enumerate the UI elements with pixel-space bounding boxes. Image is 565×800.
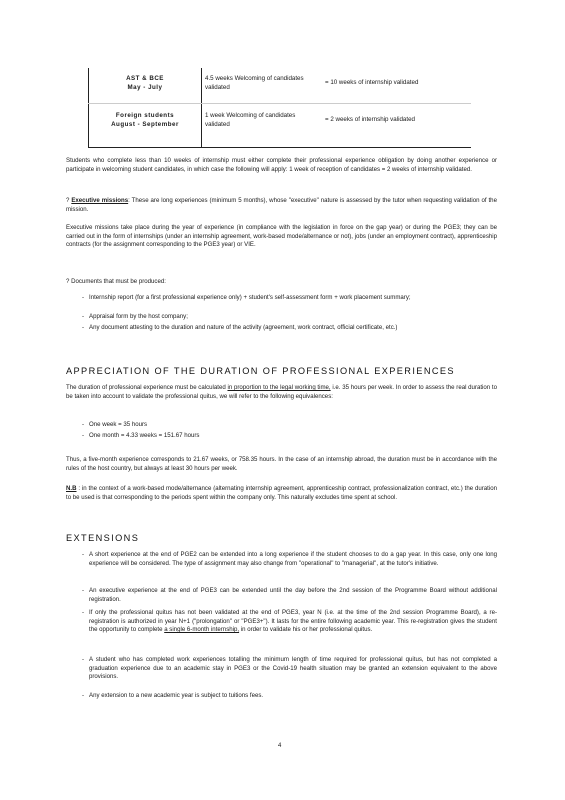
- list-item: - If only the professional quitus has not been validated at the end of PGE3, year N (i.e. at the time of the 2nd session Programme Board), a re-registration is authorized in year N+1 ("prolongation" or "PGE3+"). It lasts for the entire following academic year. This re-registration gives the student the opportunity to complete a single 6-month internship, in order to validate his or her professional quitus.: [82, 609, 497, 634]
- documents-heading: ? Documents that must be produced:: [66, 278, 166, 285]
- table-bottom-border: [88, 147, 471, 148]
- table-row-1-label: AST & BCE May - July: [126, 75, 164, 91]
- dash-bullet-icon: -: [82, 587, 85, 594]
- dash-bullet-icon: -: [82, 294, 85, 301]
- table-row-1-result: = 10 weeks of internship validated: [325, 79, 419, 86]
- table-row-2-result: = 2 weeks of internship validated: [325, 116, 415, 123]
- dash-bullet-icon: -: [82, 324, 85, 331]
- executive-missions-text: : These are long experiences (minimum 5 months), whose "executive" nature is assessed by the tutor when requesting validation of the mission.: [66, 197, 497, 213]
- paragraph-executive-missions: Executive missions take place during the year of experience (in compliance with the legislation in force on the gap year) or during the PGE3; they can be carried out in the form of internships (under an internship agreement, work-based mode/alternance or not), jobs (under an employment contract), apprenticeship contracts (for the assignment corresponding to the PGE3 year) or VIE.: [66, 224, 497, 249]
- table-column-divider: [201, 68, 202, 148]
- dash-bullet-icon: -: [82, 656, 85, 663]
- dash-bullet-icon: -: [82, 692, 85, 699]
- question-mark-bullet-icon: ?: [66, 278, 70, 285]
- list-item: - A student who has completed work experiences totalling the minimum length of time required for professional quitus, but has not completed a graduation experience due to an academic stay in PGE3 or the Covid-19 health situation may be granted an extension equivalent to the above provisions.: [82, 656, 497, 681]
- list-item: - One month = 4.33 weeks = 151.67 hours: [82, 432, 200, 439]
- dash-bullet-icon: -: [82, 421, 85, 428]
- list-item: - Any document attesting to the duration and nature of the activity (agreement, work contract, official certificate, etc.): [82, 324, 398, 331]
- list-item: - An executive experience at the end of PGE3 can be extended until the day before the 2nd session of the Programme Board without additional registration.: [82, 587, 497, 603]
- dash-bullet-icon: -: [82, 551, 85, 558]
- list-item: - One week = 35 hours: [82, 421, 148, 428]
- list-item: - Appraisal form by the host company;: [82, 313, 188, 320]
- paragraph-nb: N.B : in the context of a work-based mode/alternance (alternating internship agreement, apprenticeship contract, professionalization contract, etc.) the duration to be used is that corresponding to the periods spent within the company only. This naturally excludes time spent at school.: [66, 485, 497, 501]
- paragraph-executive-definition: [66, 197, 497, 214]
- table-row-2-welcoming: 1 week Welcoming of candidates validated: [205, 112, 296, 128]
- dash-bullet-icon: -: [82, 609, 85, 616]
- paragraph-thus: Thus, a five-month experience corresponds to 21.67 weeks, or 758.35 hours. In the case of an internship abroad, the duration must be in accordance with the rules of the host country, but always at least 30 hours per week.: [66, 456, 497, 472]
- table-row-1-welcoming: 4.5 weeks Welcoming of candidates validated: [205, 75, 304, 91]
- dash-bullet-icon: -: [82, 432, 85, 439]
- list-item: - Any extension to a new academic year is subject to tuitions fees.: [82, 692, 264, 699]
- list-item: - Internship report (for a first professional experience only) + student's self-assessment form + work placement summary;: [82, 294, 411, 301]
- section-heading-extensions: EXTENSIONS: [66, 533, 140, 543]
- section-heading-appreciation: APPRECIATION OF THE DURATION OF PROFESSIONAL EXPERIENCES: [66, 366, 455, 376]
- table-row-divider: [88, 103, 471, 104]
- page-number: 4: [278, 743, 282, 749]
- paragraph-appreciation: The duration of professional experience must be calculated in proportion to the legal working time, i.e. 35 hours per week. In order to assess the real duration to be taken into account to validate the professional quitus, we will refer to the following equivalences:: [66, 384, 497, 400]
- list-item: - A short experience at the end of PGE2 can be extended into a long experience if the student chooses to do a gap year. In this case, only one long experience will be considered. The type of assignment may also change from "operational" to "managerial", at the tutor's initiative.: [82, 551, 497, 567]
- paragraph-short-internship: Students who complete less than 10 weeks of internship must either complete their professional experience obligation by doing another experience or participate in welcoming student candidates, in which case the following will apply: 1 week of reception of candidates = 2 weeks of internship validated.: [66, 157, 497, 173]
- executive-missions-label: Executive missions: [71, 197, 129, 204]
- nb-label: N.B: [66, 485, 77, 492]
- table-row-2-label: Foreign students August - September: [111, 112, 179, 128]
- dash-bullet-icon: -: [82, 313, 85, 320]
- question-mark-bullet-icon: ?: [66, 197, 70, 204]
